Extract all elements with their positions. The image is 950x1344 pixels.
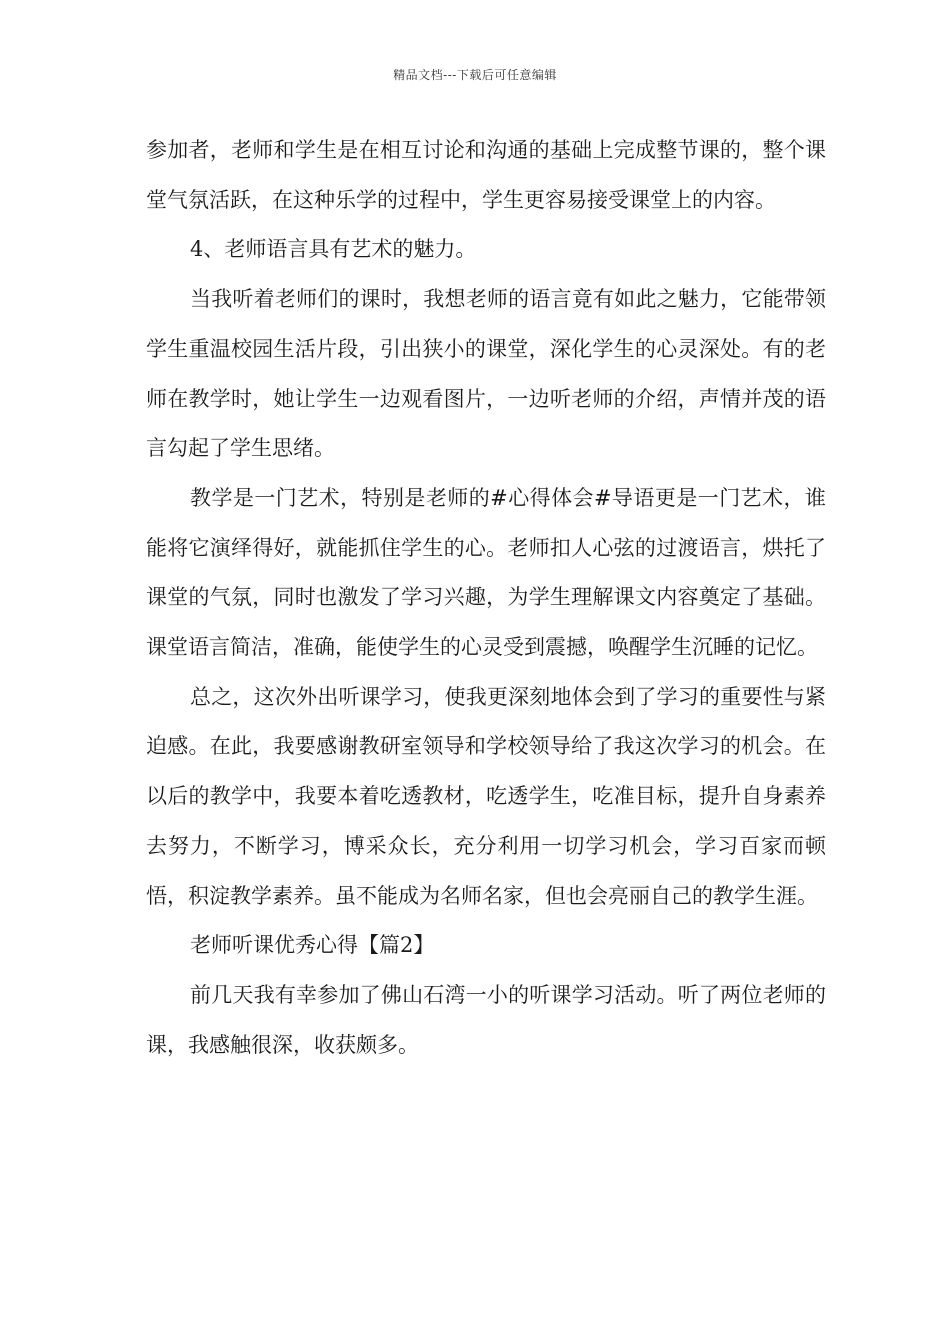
paragraph: 参加者，老师和学生是在相互讨论和沟通的基础上完成整节课的，整个课堂气氛活跃，在这种乐学的过程中，学生更容易接受课堂上的内容。	[146, 138, 826, 212]
page-header: 精品文档---下载后可任意编辑	[393, 68, 557, 82]
paragraph: 当我听着老师们的课时，我想老师的语言竟有如此之魅力，它能带领学生重温校园生活片段，引出狭小的课堂，深化学生的心灵深处。有的老师在教学时，她让学生一边观看图片，一边听老师的介绍，声情并茂的语言勾起了学生思绪。	[146, 287, 826, 461]
article-title: 老师听课优秀心得【篇2】	[190, 933, 435, 958]
document-body	[146, 126, 826, 1070]
section-heading-4: 4、老师语言具有艺术的魅力。	[190, 237, 477, 262]
paragraph: 总之，这次外出听课学习，使我更深刻地体会到了学习的重要性与紧迫感。在此，我要感谢教研室领导和学校领导给了我这次学习的机会。在以后的教学中，我要本着吃透教材，吃透学生，吃准目标，提升自身素养去努力，不断学习，博采众长，充分利用一切学习机会，学习百家而顿悟，积淀教学素养。虽不能成为名师名家，但也会亮丽自己的教学生涯。	[146, 684, 826, 908]
paragraph: 前几天我有幸参加了佛山石湾一小的听课学习活动。听了两位老师的课，我感触很深，收获颇多。	[146, 982, 826, 1057]
paragraph: 教学是一门艺术，特别是老师的#心得体会#导语更是一门艺术，谁能将它演绎得好，就能抓住学生的心。老师扣人心弦的过渡语言，烘托了课堂的气氛，同时也激发了学习兴趣，为学生理解课文内容奠定了基础。课堂语言简洁，准确，能使学生的心灵受到震撼，唤醒学生沉睡的记忆。	[146, 485, 826, 660]
